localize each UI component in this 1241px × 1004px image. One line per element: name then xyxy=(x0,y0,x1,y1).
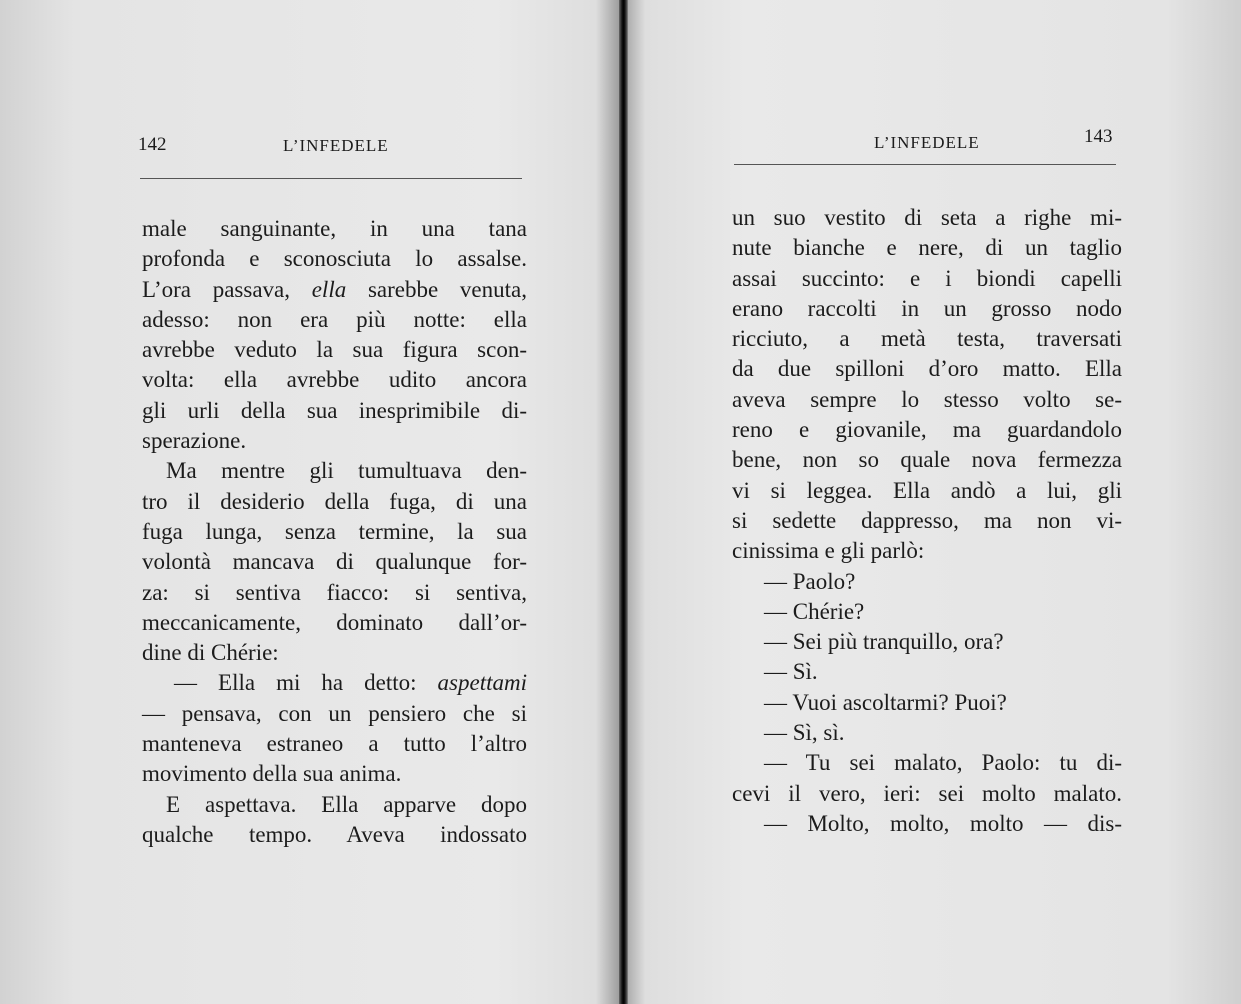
text-line: — Sì, sì. xyxy=(764,720,845,746)
text-line: profonda e sconosciuta lo assalse. xyxy=(142,246,527,272)
text-line: ricciuto, a metà testa, traversati xyxy=(732,326,1122,352)
text-line: cevi il vero, ieri: sei molto malato. xyxy=(732,780,1122,806)
text-line: movimento della sua anima. xyxy=(142,761,402,787)
text-line: meccanicamente, dominato dall’or- xyxy=(142,609,527,635)
text-line: — Sì. xyxy=(764,659,818,685)
page-number-left: 142 xyxy=(138,134,167,155)
text-line: — Ella mi ha detto: aspettami xyxy=(174,670,527,696)
text-line: qualche tempo. Aveva indossato xyxy=(142,821,527,847)
text-line: vi si leggea. Ella andò a lui, gli xyxy=(732,477,1122,503)
text-line: erano raccolti in un grosso nodo xyxy=(732,295,1122,321)
text-line: — Sei più tranquillo, ora? xyxy=(764,629,1004,655)
text-line: un suo vestito di seta a righe mi- xyxy=(732,205,1122,230)
header-rule-left xyxy=(140,178,522,179)
text-line: cinissima e gli parlò: xyxy=(732,538,925,564)
text-line: manteneva estraneo a tutto l’altro xyxy=(142,731,527,757)
text-line: avrebbe veduto la sua figura scon- xyxy=(142,337,527,363)
left-page-text xyxy=(142,214,527,850)
italic-word: ella xyxy=(311,276,347,302)
running-head-left: L’INFEDELE xyxy=(283,136,389,155)
text-line: — pensava, con un pensiero che si xyxy=(142,700,527,726)
right-page xyxy=(626,0,1241,1004)
text-line: assai succinto: e i biondi capelli xyxy=(732,265,1122,291)
text-line: — Paolo? xyxy=(764,568,856,594)
text-line: reno e giovanile, ma guardandolo xyxy=(732,417,1122,443)
left-page xyxy=(0,0,618,1004)
text-line: dine di Chérie: xyxy=(142,640,279,666)
text-line: sperazione. xyxy=(142,428,247,454)
page-number-right: 143 xyxy=(1084,126,1113,147)
right-page-text xyxy=(732,203,1122,839)
text-line: male sanguinante, in una tana xyxy=(142,216,527,241)
running-head-right: L’INFEDELE xyxy=(874,133,980,152)
text-line: — Molto, molto, molto — dis- xyxy=(764,810,1122,836)
text-line: — Chérie? xyxy=(764,598,865,624)
text-line: volontà mancava di qualunque for- xyxy=(142,549,527,575)
text-line: gli urli della sua inesprimibile di- xyxy=(142,397,527,423)
text-line: volta: ella avrebbe udito ancora xyxy=(142,367,527,393)
text-line: adesso: non era più notte: ella xyxy=(142,306,527,332)
text-line: nute bianche e nere, di un taglio xyxy=(732,235,1122,261)
text-line: za: si sentiva fiacco: si sentiva, xyxy=(142,579,527,605)
text-line: aveva sempre lo stesso volto se- xyxy=(732,386,1122,412)
text-line: bene, non so quale nova fermezza xyxy=(732,447,1122,473)
text-line: da due spilloni d’oro matto. Ella xyxy=(732,356,1122,382)
italic-word: aspettami xyxy=(437,670,527,696)
header-rule-right xyxy=(734,164,1116,165)
text-line: L’ora passava, ella sarebbe venuta, xyxy=(142,276,527,302)
text-line: — Tu sei malato, Paolo: tu di- xyxy=(764,750,1122,776)
text-line: fuga lunga, senza termine, la sua xyxy=(142,518,527,544)
text-line: E aspettava. Ella apparve dopo xyxy=(166,791,527,817)
text-line: tro il desiderio della fuga, di una xyxy=(142,488,527,514)
text-line: Ma mentre gli tumultuava den- xyxy=(166,458,527,484)
text-line: — Vuoi ascoltarmi? Puoi? xyxy=(764,689,1007,715)
text-line: si sedette dappresso, ma non vi- xyxy=(732,507,1122,533)
